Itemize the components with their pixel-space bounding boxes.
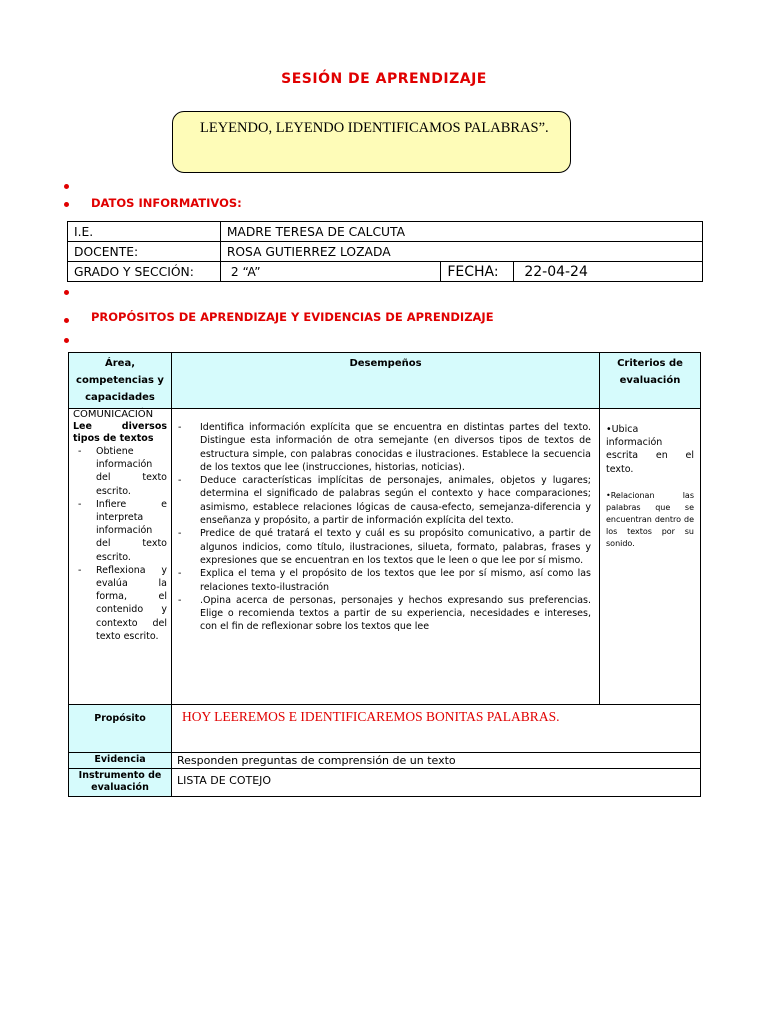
bullet-dot [64,202,69,207]
header-desempenos: Desempeños [172,353,600,409]
grado-label: GRADO Y SECCIÓN: [68,262,221,282]
proposito-value: HOY LEEREMOS E IDENTIFICAREMOS BONITAS PALABRAS. [172,705,701,753]
capacidad-item: - Infiere e interpreta información del texto escrito. [78,498,167,563]
bullet-dot [64,318,69,323]
section-propositos: PROPÓSITOS DE APRENDIZAJE Y EVIDENCIAS DE APRENDIZAJE [91,310,494,324]
header-criterios: Criterios de evaluación [600,353,701,409]
criterio-item: •Ubica información escrita en el texto. [606,424,694,475]
proposito-label: Propósito [69,705,172,753]
desempeno-item: - .Opina acerca de personas, personajes y hechos expresando sus preferencias. Elige o recomienda textos a partir de su experiencia, necesidades e intereses, con el fin de reflexionar sobre los textos que lee [178,594,591,633]
docente-value: ROSA GUTIERREZ LOZADA [220,242,702,262]
desempeno-item: - Predice de qué tratará el texto y cuál es su propósito comunicativo, a partir de algunos indicios, como título, ilustraciones, silueta, formato, palabras, frases y expresiones que se encuentran en los textos que le leen o que lee por sí mismo. [178,528,591,566]
evidencia-value: Responden preguntas de comprensión de un texto [172,753,701,769]
capacidad-item: - Obtiene información del texto escrito. [78,446,167,497]
competencia-tipos: tipos de textos [73,433,154,444]
criterios-cell [600,409,701,705]
header-area: Área, competencias y capacidades [69,353,172,409]
competencia-diversos: diversos [121,421,167,432]
section-datos-informativos: DATOS INFORMATIVOS: [91,196,242,210]
desempeno-item: - Explica el tema y el propósito de los textos que lee por sí mismo, así como las relaciones texto-ilustración [178,568,591,593]
ie-label: I.E. [68,222,221,242]
fecha-value: 22-04-24 [514,262,703,282]
fecha-label: FECHA: [441,262,514,282]
competencia-lee: Lee [73,421,92,432]
desempenos-cell [172,409,600,705]
docente-label: DOCENTE: [68,242,221,262]
instrumento-label: Instrumento de evaluación [69,769,172,797]
learning-table [68,352,701,797]
area-comunicacion: COMUNICACIÓN [73,409,154,420]
page-title: SESIÓN DE APRENDIZAJE [281,71,487,87]
bullet-dot [64,184,69,189]
desempeno-item: - Deduce características implícitas de personajes, animales, objetos y lugares; determina el significado de palabras según el contexto y hace comparaciones; asimismo, establece relaciones lógicas de causa-efecto, semejanza-diferencia y enseñanza y propósito, a partir de información explícita del texto. [178,475,591,527]
competencia-cell [69,409,172,705]
bullet-dot [64,338,69,343]
bullet-dot [64,290,69,295]
criterio-item: •Relacionan las palabras que se encuentran dentro de los textos por su sonido. [606,490,694,548]
ie-value: MADRE TERESA DE CALCUTA [220,222,702,242]
session-theme: LEYENDO, LEYENDO IDENTIFICAMOS PALABRAS”. [200,120,549,136]
grado-value: 2 “A” [220,262,441,282]
capacidad-item: - Reflexiona y evalúa la forma, el contenido y contexto del texto escrito. [78,564,167,642]
desempeno-item: - Identifica información explícita que se encuentra en distintas partes del texto. Distingue esta información de otra semejante (en diversos tipos de textos de estructura simple, con palabras conocidas e ilustraciones. Establece la secuencia de los textos que lee (instrucciones, historias, noticias). [178,422,591,473]
evidencia-label: Evidencia [69,753,172,769]
instrumento-value: LISTA DE COTEJO [172,769,701,797]
info-table [67,221,703,282]
